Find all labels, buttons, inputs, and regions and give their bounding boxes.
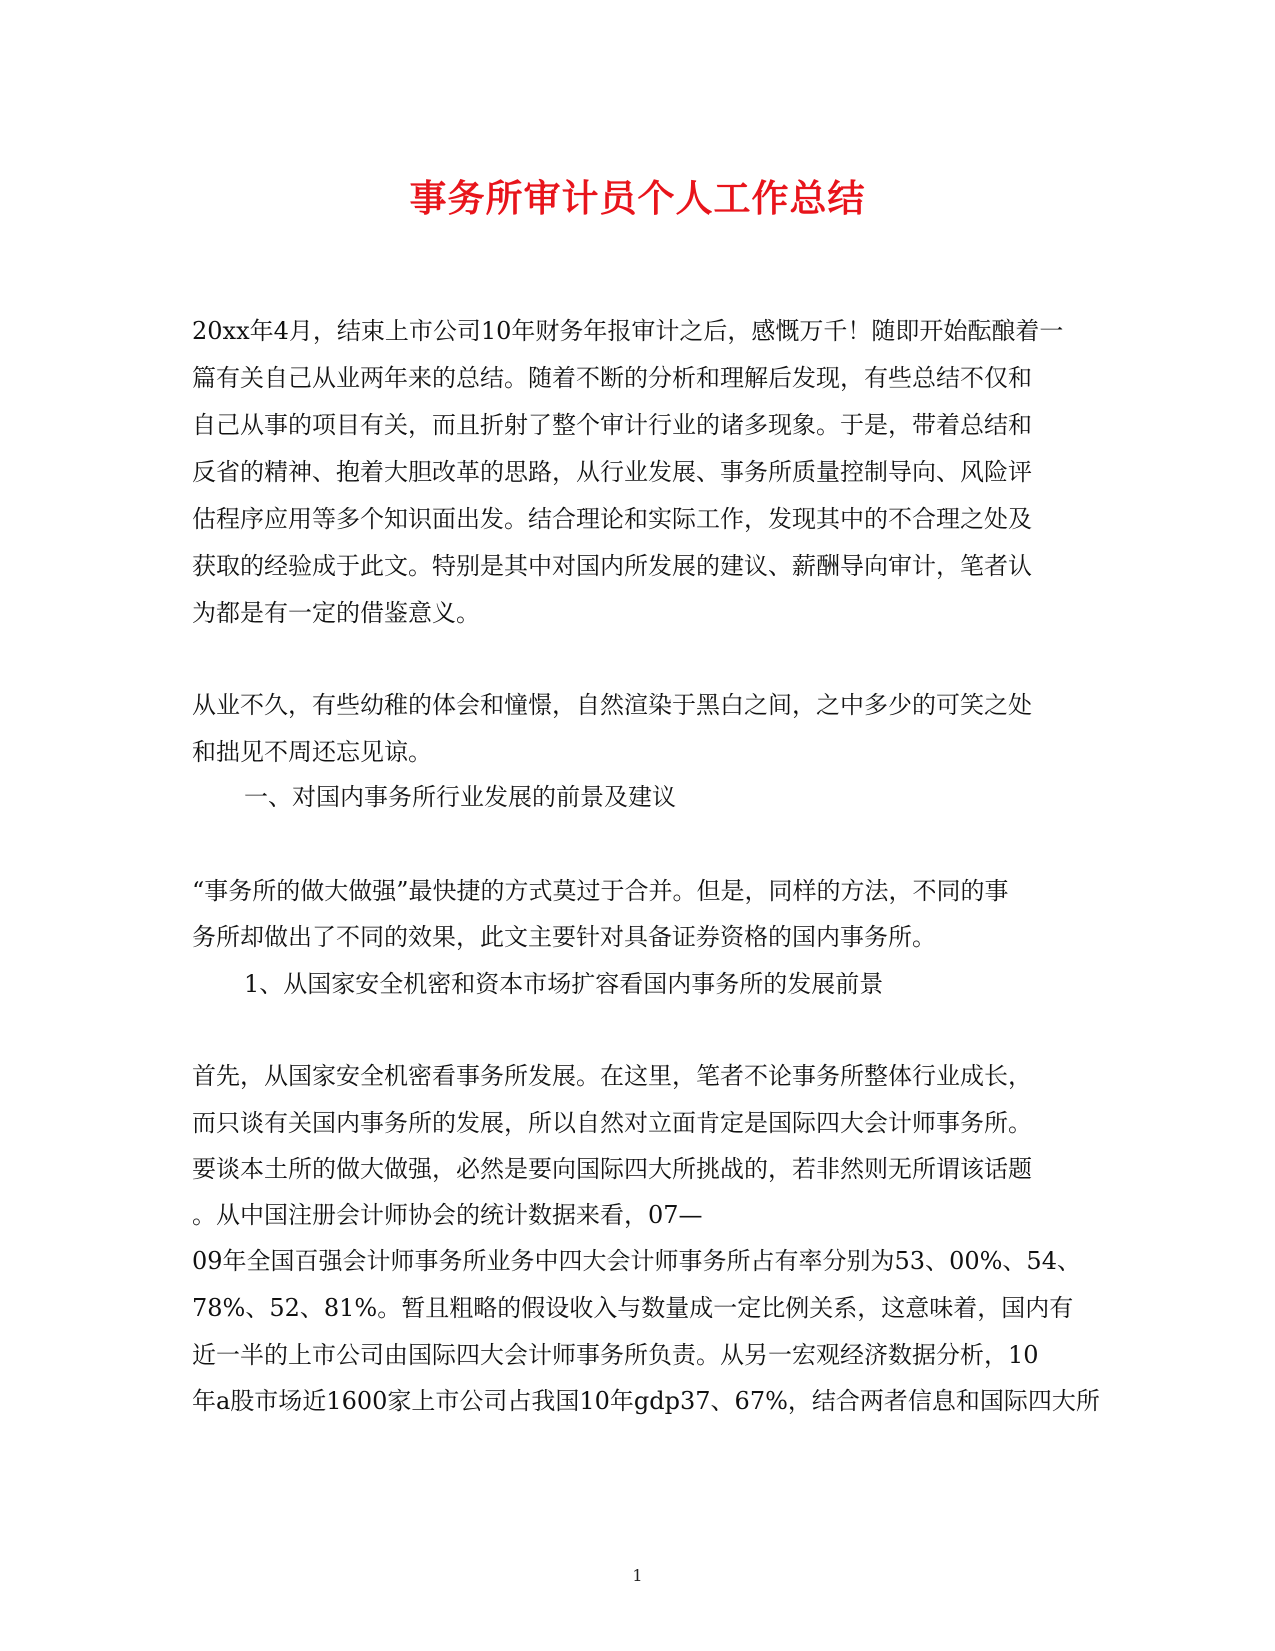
paragraph-line: 和拙见不周还忘见谅。	[192, 738, 432, 766]
paragraph-line: 要谈本土所的做大做强，必然是要向国际四大所挑战的，若非然则无所谓该话题	[192, 1155, 1032, 1183]
paragraph-line: 自己从事的项目有关，而且折射了整个审计行业的诸多现象。于是，带着总结和	[192, 411, 1032, 439]
paragraph-line: 从业不久，有些幼稚的体会和憧憬，自然渲染于黑白之间，之中多少的可笑之处	[192, 691, 1032, 719]
paragraph-line: 估程序应用等多个知识面出发。结合理论和实际工作，发现其中的不合理之处及	[192, 505, 1032, 533]
paragraph-line: 反省的精神、抱着大胆改革的思路，从行业发展、事务所质量控制导向、风险评	[192, 458, 1032, 486]
paragraph-line: 近一半的上市公司由国际四大会计师事务所负责。从另一宏观经济数据分析，10	[192, 1341, 1039, 1369]
paragraph-line: 首先，从国家安全机密看事务所发展。在这里，笔者不论事务所整体行业成长，	[192, 1062, 1032, 1090]
section-subheading: 1、从国家安全机密和资本市场扩容看国内事务所的发展前景	[244, 970, 884, 998]
paragraph-line: “事务所的做大做强”最快捷的方式莫过于合并。但是，同样的方法，不同的事	[192, 877, 1009, 905]
paragraph-line: 。从中国注册会计师协会的统计数据来看，07—	[192, 1201, 703, 1229]
paragraph-line: 20xx年4月，结束上市公司10年财务年报审计之后，感慨万千！随即开始酝酿着一	[192, 317, 1064, 345]
paragraph-line: 09年全国百强会计师事务所业务中四大会计师事务所占有率分别为53、00%、54、	[192, 1247, 1081, 1275]
paragraph-line: 而只谈有关国内事务所的发展，所以自然对立面肯定是国际四大会计师事务所。	[192, 1109, 1032, 1137]
paragraph-line: 年a股市场近1600家上市公司占我国10年gdp37、67%，结合两者信息和国际四大所	[192, 1387, 1100, 1415]
section-heading: 一、对国内事务所行业发展的前景及建议	[244, 783, 676, 811]
page-number: 1	[632, 1566, 643, 1585]
paragraph-line: 获取的经验成于此文。特别是其中对国内所发展的建议、薪酬导向审计，笔者认	[192, 552, 1032, 580]
paragraph-line: 篇有关自己从业两年来的总结。随着不断的分析和理解后发现，有些总结不仅和	[192, 364, 1032, 392]
paragraph-line: 为都是有一定的借鉴意义。	[192, 599, 480, 627]
paragraph-line: 78%、52、81%。暂且粗略的假设收入与数量成一定比例关系，这意味着，国内有	[192, 1294, 1074, 1322]
document-title: 事务所审计员个人工作总结	[409, 176, 866, 220]
paragraph-line: 务所却做出了不同的效果，此文主要针对具备证券资格的国内事务所。	[192, 923, 936, 951]
